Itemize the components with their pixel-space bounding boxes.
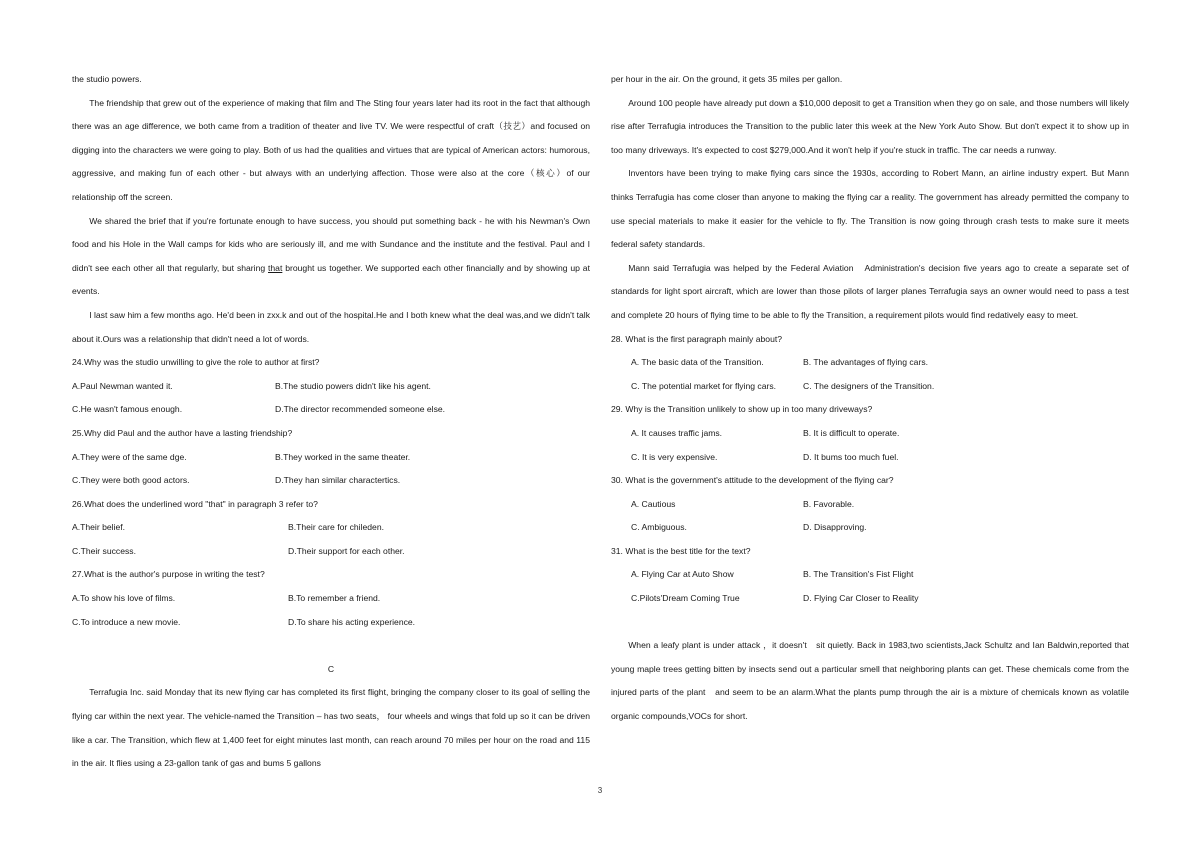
spacer: [611, 611, 1129, 635]
question-26: 26.What does the underlined word "that" in paragraph 3 refer to?: [72, 498, 318, 509]
paragraph-text: I last saw him a few months ago. He'd been in zxx.k and out of the hospital.He and I both knew what the deal was,and we didn't talk about it.Ours was a relationship that didn't need a lot of words.: [72, 309, 590, 344]
question-25: 25.Why did Paul and the author have a lasting friendship?: [72, 427, 293, 438]
right-column: [611, 68, 1129, 729]
question-31-options-row-1: [611, 563, 1129, 587]
option-b: B.They worked in the same theater.: [275, 451, 411, 462]
passage-b-paragraph-brief: [72, 210, 590, 304]
option-b: B. It is difficult to operate.: [803, 427, 900, 438]
paragraph-text: Terrafugia Inc. said Monday that its new flying car has completed its first flight, bringing the company closer to its goal of selling the flying car within the next year. The vehicle-named the Transition – has two seats， four wheels and wings that fold up so it can be driven like a car. The Transition, which flew at 1,400 feet for eight minutes last month, can reach around 70 miles per hour on the road and 115 in the air. It flies using a 23-gallon tank of gas and bums 5 gallons: [72, 687, 590, 769]
option-c: C. It is very expensive.: [631, 451, 718, 462]
question-29-options-row-1: [611, 422, 1129, 446]
paragraph-text: Around 100 people have already put down a $10,000 deposit to get a Transition when they go on sale, and those numbers will likely rise after Terrafugia introduces the Transition to the public later this week at the New York Auto Show. But don't expect it to show up in too many driveways. It's expected to cost $279,000.And it won't help if you're stuck in traffic. The car needs a runway.: [611, 97, 1129, 155]
underlined-word: that: [268, 262, 283, 273]
option-a: A.Their belief.: [72, 522, 126, 533]
option-c: C.To introduce a new movie.: [72, 616, 181, 627]
question-30-options-row-1: [611, 493, 1129, 517]
question-24: 24.Why was the studio unwilling to give the role to author at first?: [72, 357, 320, 368]
question-28-options-row-2: [611, 375, 1129, 399]
question-29: 29. Why is the Transition unlikely to show up in too many driveways?: [611, 404, 873, 415]
question-27-options-row-1: [72, 587, 590, 611]
option-d: D.Their support for each other.: [288, 545, 405, 556]
question-31-options-row-2: [611, 587, 1129, 611]
paragraph-text-start: We shared the brief that if you're fortunate enough to have success, you should put something back - he with his Newman's Own food and his Hole in the Wall camps for kids who are seriously ill, and me with Sundance and the institute and the festival. Paul and I didn't see each other all that regularly, but sharing: [72, 215, 590, 273]
paragraph-text: Inventors have been trying to make flying cars since the 1930s, according to Robert Mann, an airline industry expert. But Mann thinks Terrafugia has come closer than anyone to making the flying car a reality. The government has already permitted the company to use special materials to make it easier for the vehicle to fly. The Transition is now going through crash tests to make sure it meets federal safety standards.: [611, 168, 1129, 250]
passage-c-paragraph-faa: [611, 257, 1129, 328]
option-d: D. Disapproving.: [803, 522, 867, 533]
option-b: B. Favorable.: [803, 498, 855, 509]
passage-c-paragraph-1: [72, 681, 590, 775]
question-25-options-row-2: [72, 469, 590, 493]
option-c: C.He wasn't famous enough.: [72, 404, 183, 415]
question-30: 30. What is the government's attitude to the development of the flying car?: [611, 475, 894, 486]
option-c: C.Pilots'Dream Coming True: [631, 593, 740, 604]
option-b: B. The advantages of flying cars.: [803, 357, 928, 368]
option-a: A. Cautious: [631, 498, 676, 509]
passage-c-paragraph-deposit: [611, 92, 1129, 163]
option-d: D.The director recommended someone else.: [275, 404, 446, 415]
paragraph-text-end: brought us together. We supported each other financially and by showing up at events.: [72, 262, 590, 297]
paragraph-text: The friendship that grew out of the experience of making that film and The Sting four years later had its root in the fact that although there was an age difference, we both came from a tradition of theater and live TV. We were respectful of craft（技艺）and focused on digging into the characters we were going to play. Both of us had the qualities and virtues that are typical of American actors: humorous, aggressive, and making fun of each other - but always with an underlying affection. Those were also at the core（核心）of our relationship off the screen.: [72, 97, 590, 202]
question-29-options-row-2: [611, 446, 1129, 470]
question-30-options-row-2: [611, 516, 1129, 540]
question-24-options-row-1: [72, 375, 590, 399]
option-b: B.Their care for chileden.: [288, 522, 385, 533]
option-a: A. Flying Car at Auto Show: [631, 569, 734, 580]
passage-c-continuation: per hour in the air. On the ground, it gets 35 miles per gallon.: [611, 74, 843, 84]
option-b: B.To remember a friend.: [288, 593, 381, 604]
question-27-options-row-2: [72, 611, 590, 635]
option-a: A.To show his love of films.: [72, 593, 176, 604]
question-25-options-row-1: [72, 446, 590, 470]
option-c: C.Their success.: [72, 545, 136, 556]
passage-d-paragraph-1: [611, 634, 1129, 728]
option-a: A. It causes traffic jams.: [631, 427, 723, 438]
option-c: C. The potential market for flying cars.: [631, 380, 777, 391]
section-heading: C: [327, 663, 335, 674]
passage-b-paragraph-friendship: [72, 92, 590, 210]
option-a: A.Paul Newman wanted it.: [72, 380, 173, 391]
paragraph-text: When a leafy plant is under attack ，it doesn't sit quietly. Back in 1983,two scientists,Jack Schultz and Ian Baldwin,reported that young maple trees getting bitten by insects send out a particular smell that neighboring plants can get. These chemicals come from the injured parts of the plant and seem to be an alarm.What the plants pump through the air is a mixture of chemicals known as volatile organic compounds,VOCs for short.: [611, 640, 1129, 722]
page-number: 3: [597, 786, 603, 795]
option-a: A. The basic data of the Transition.: [631, 357, 764, 368]
passage-b-tail: the studio powers.: [72, 74, 142, 84]
option-c: C.They were both good actors.: [72, 475, 190, 486]
option-c: C. Ambiguous.: [631, 522, 687, 533]
question-28: 28. What is the first paragraph mainly about?: [611, 333, 783, 344]
option-d: D. Flying Car Closer to Reality: [803, 593, 919, 604]
option-b: B.The studio powers didn't like his agent.: [275, 380, 431, 391]
spacer: [72, 634, 590, 658]
option-b: B. The Transition's Fist Flight: [803, 569, 914, 580]
paragraph-text: Mann said Terrafugia was helped by the Federal Aviation Administration's decision five years ago to create a separate set of standards for light sport aircraft, which are lower than those pilots of larger planes Terrafugia says an owner would need to pass a test and complete 20 hours of flying time to be able to fly the Transition, a requirement pilots would find redatively easy to meet.: [611, 262, 1129, 320]
question-28-options-row-1: [611, 351, 1129, 375]
question-26-options-row-1: [72, 516, 590, 540]
left-column: [72, 68, 590, 776]
option-d: D. It bums too much fuel.: [803, 451, 899, 462]
question-27: 27.What is the author's purpose in writing the test?: [72, 569, 265, 580]
option-d: D.They han similar charactertics.: [275, 475, 401, 486]
option-a: A.They were of the same dge.: [72, 451, 187, 462]
option-d: C. The designers of the Transition.: [803, 380, 935, 391]
question-31: 31. What is the best title for the text?: [611, 545, 751, 556]
question-26-options-row-2: [72, 540, 590, 564]
question-24-options-row-2: [72, 398, 590, 422]
passage-c-paragraph-inventors: [611, 162, 1129, 256]
option-d: D.To share his acting experience.: [288, 616, 416, 627]
passage-b-paragraph-last-saw: [72, 304, 590, 351]
